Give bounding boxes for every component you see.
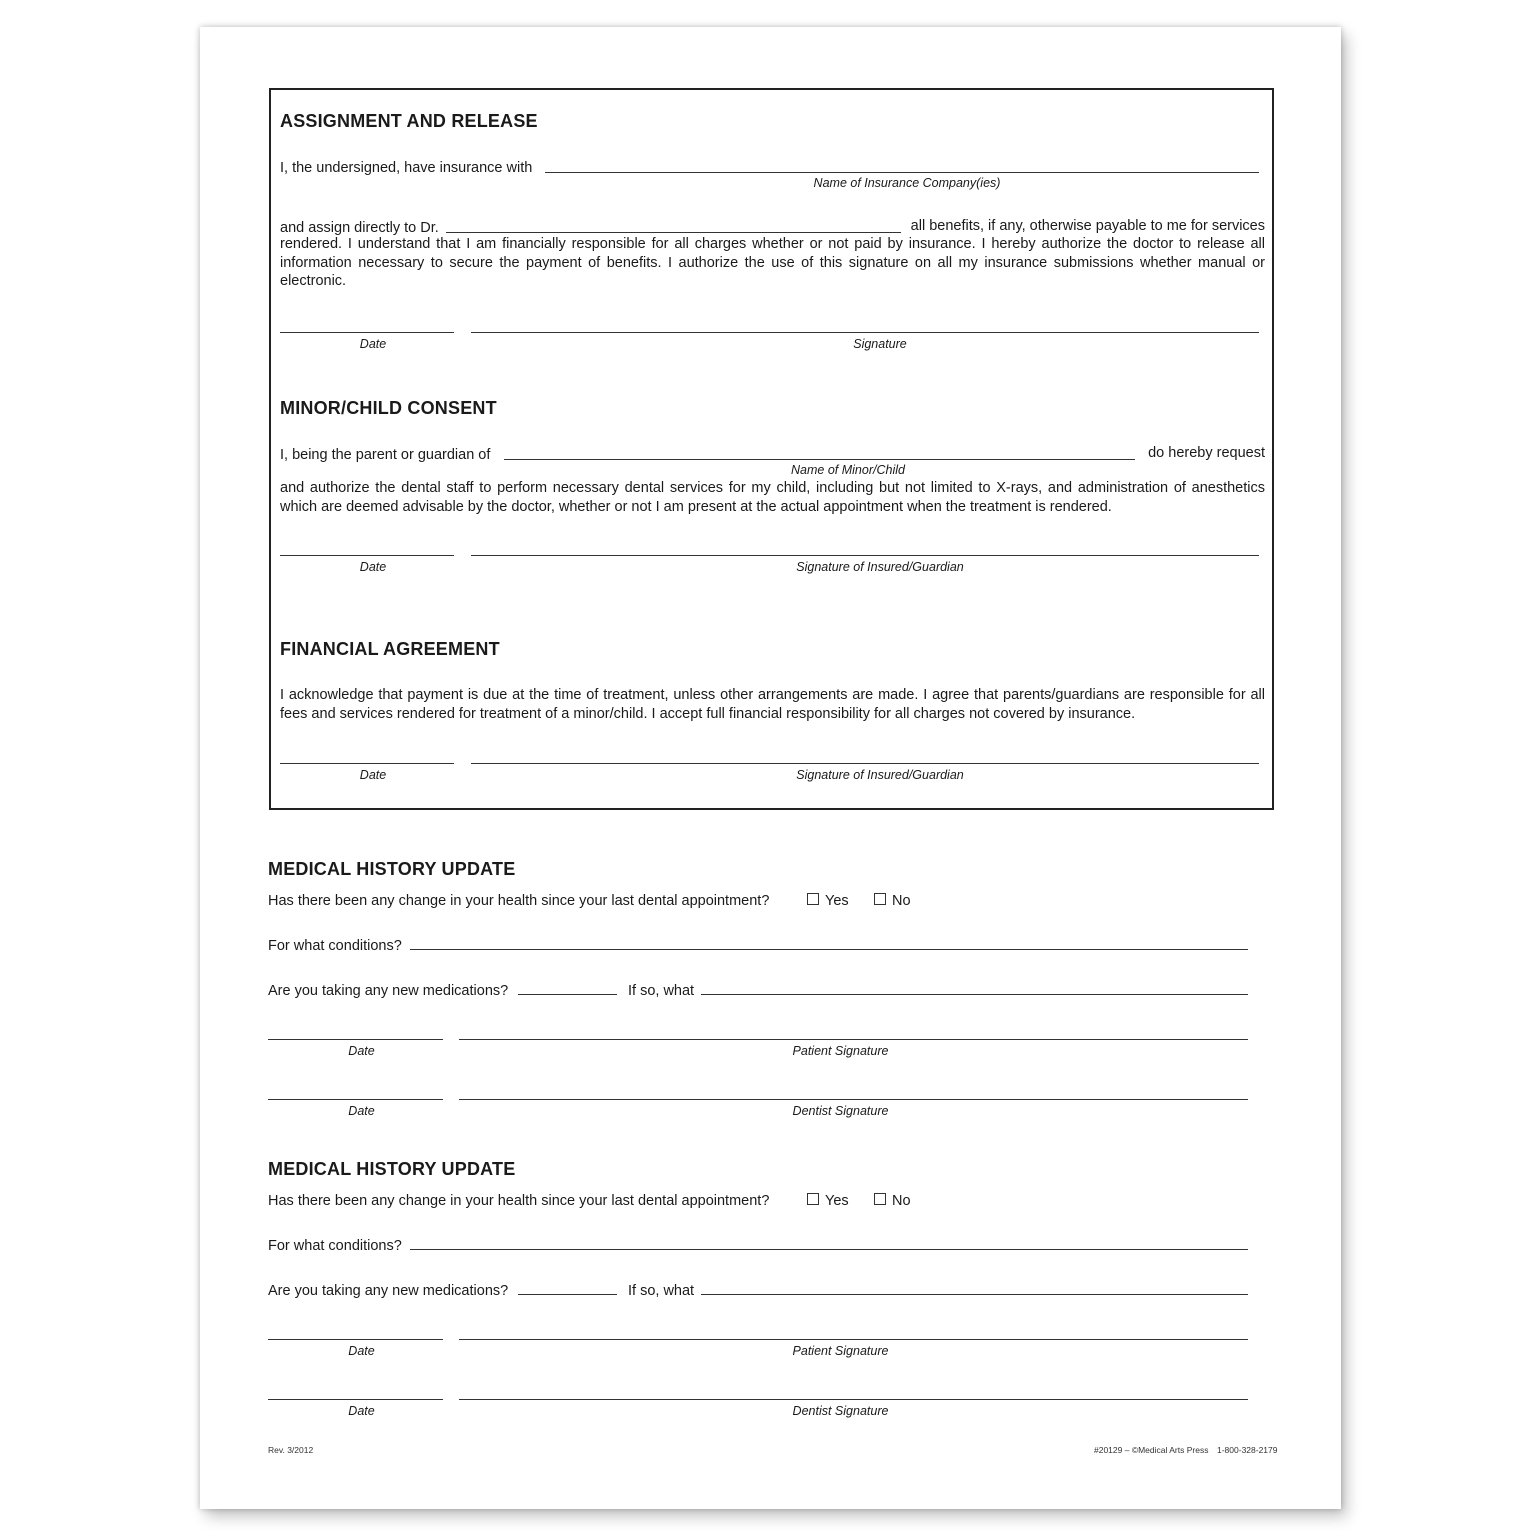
update2-dentist-date-caption: Date bbox=[348, 1404, 375, 1418]
update2-ifso-line[interactable] bbox=[701, 1294, 1248, 1295]
update2-yes-checkbox[interactable] bbox=[807, 1193, 819, 1205]
insurance-company-line[interactable] bbox=[545, 172, 1259, 173]
assignment-date-line[interactable] bbox=[280, 332, 454, 333]
financial-date-line[interactable] bbox=[280, 763, 454, 764]
update1-conditions-label: For what conditions? bbox=[268, 938, 402, 954]
update1-yes-checkbox[interactable] bbox=[807, 893, 819, 905]
minor-tail-text: do hereby request bbox=[1148, 445, 1265, 461]
financial-date-caption: Date bbox=[359, 768, 387, 782]
update1-no-checkbox[interactable] bbox=[874, 893, 886, 905]
minor-signature-line[interactable] bbox=[471, 555, 1259, 556]
update2-medications-label: Are you taking any new medications? bbox=[268, 1283, 509, 1299]
footer-revision: Rev. 3/2012 bbox=[268, 1445, 314, 1455]
update2-no-label: No bbox=[892, 1193, 911, 1209]
update1-title: MEDICAL HISTORY UPDATE bbox=[268, 859, 516, 879]
insurance-lead-text: I, the undersigned, have insurance with bbox=[280, 160, 533, 176]
update1-dentist-date-line[interactable] bbox=[268, 1099, 443, 1100]
update1-no-label: No bbox=[892, 893, 911, 909]
update2-dentist-signature-line[interactable] bbox=[459, 1399, 1248, 1400]
update2-dentist-date-line[interactable] bbox=[268, 1399, 443, 1400]
financial-signature-caption: Signature of Insured/Guardian bbox=[796, 768, 964, 782]
minor-name-line[interactable] bbox=[504, 459, 1135, 460]
update1-dentist-signature-caption: Dentist Signature bbox=[792, 1104, 889, 1118]
update2-ifso-label: If so, what bbox=[628, 1283, 695, 1299]
update1-yes-label: Yes bbox=[825, 893, 849, 909]
minor-date-caption: Date bbox=[359, 560, 387, 574]
assignment-title: ASSIGNMENT AND RELEASE bbox=[280, 111, 538, 131]
insurance-company-caption: Name of Insurance Company(ies) bbox=[813, 176, 1001, 190]
assignment-signature-line[interactable] bbox=[471, 332, 1259, 333]
update2-medications-line[interactable] bbox=[518, 1294, 617, 1295]
assignment-body: rendered. I understand that I am financially responsible for all charges whether or not paid by insurance. I hereby authorize the doctor to release all information necessary to secure the payment of benefits. I authorize the use of this signature on all my insurance submissions whether manual or electronic. bbox=[280, 236, 1265, 290]
update2-dentist-signature-caption: Dentist Signature bbox=[792, 1404, 889, 1418]
update2-patient-signature-line[interactable] bbox=[459, 1339, 1248, 1340]
minor-body: and authorize the dental staff to perform necessary dental services for my child, including but not limited to X-rays, and administration of anesthetics which are deemed advisable by the doctor, whether or not I am present at the actual appointment when the treatment is rendered. bbox=[280, 480, 1265, 515]
update1-ifso-label: If so, what bbox=[628, 983, 695, 999]
footer-phone: 1-800-328-2179 bbox=[1217, 1445, 1278, 1455]
update1-dentist-date-caption: Date bbox=[348, 1104, 375, 1118]
update1-dentist-signature-line[interactable] bbox=[459, 1099, 1248, 1100]
minor-title: MINOR/CHILD CONSENT bbox=[280, 398, 497, 418]
update2-patient-signature-caption: Patient Signature bbox=[792, 1344, 889, 1358]
financial-body: I acknowledge that payment is due at the time of treatment, unless other arrangements are made. I agree that parents/guardians are responsible for all fees and services rendered for treatment of a minor/child. I accept full financial responsibility for all charges not covered by insurance. bbox=[280, 687, 1265, 722]
financial-title: FINANCIAL AGREEMENT bbox=[280, 639, 500, 659]
update1-patient-date-caption: Date bbox=[348, 1044, 375, 1058]
update2-question: Has there been any change in your health since your last dental appointment? bbox=[268, 1193, 770, 1209]
update2-conditions-label: For what conditions? bbox=[268, 1238, 402, 1254]
update1-medications-line[interactable] bbox=[518, 994, 617, 995]
update2-yes-label: Yes bbox=[825, 1193, 849, 1209]
update2-title: MEDICAL HISTORY UPDATE bbox=[268, 1159, 516, 1179]
minor-date-line[interactable] bbox=[280, 555, 454, 556]
update1-ifso-line[interactable] bbox=[701, 994, 1248, 995]
update1-patient-signature-line[interactable] bbox=[459, 1039, 1248, 1040]
assignment-signature-caption: Signature bbox=[853, 337, 907, 351]
assign-tail-text: all benefits, if any, otherwise payable to me for services bbox=[910, 218, 1265, 234]
update1-patient-signature-caption: Patient Signature bbox=[792, 1044, 889, 1058]
update1-question: Has there been any change in your health since your last dental appointment? bbox=[268, 893, 770, 909]
update2-patient-date-line[interactable] bbox=[268, 1339, 443, 1340]
update2-patient-date-caption: Date bbox=[348, 1344, 375, 1358]
assign-lead-text: and assign directly to Dr. bbox=[280, 220, 439, 236]
update1-medications-label: Are you taking any new medications? bbox=[268, 983, 509, 999]
footer-publisher: #20129 – ©Medical Arts Press bbox=[1094, 1445, 1209, 1455]
minor-name-caption: Name of Minor/Child bbox=[791, 463, 905, 477]
doctor-name-line[interactable] bbox=[446, 232, 901, 233]
financial-signature-line[interactable] bbox=[471, 763, 1259, 764]
update1-conditions-line[interactable] bbox=[410, 949, 1248, 950]
update2-conditions-line[interactable] bbox=[410, 1249, 1248, 1250]
update2-no-checkbox[interactable] bbox=[874, 1193, 886, 1205]
assignment-date-caption: Date bbox=[359, 337, 387, 351]
minor-lead-text: I, being the parent or guardian of bbox=[280, 447, 491, 463]
update1-patient-date-line[interactable] bbox=[268, 1039, 443, 1040]
minor-signature-caption: Signature of Insured/Guardian bbox=[796, 560, 964, 574]
